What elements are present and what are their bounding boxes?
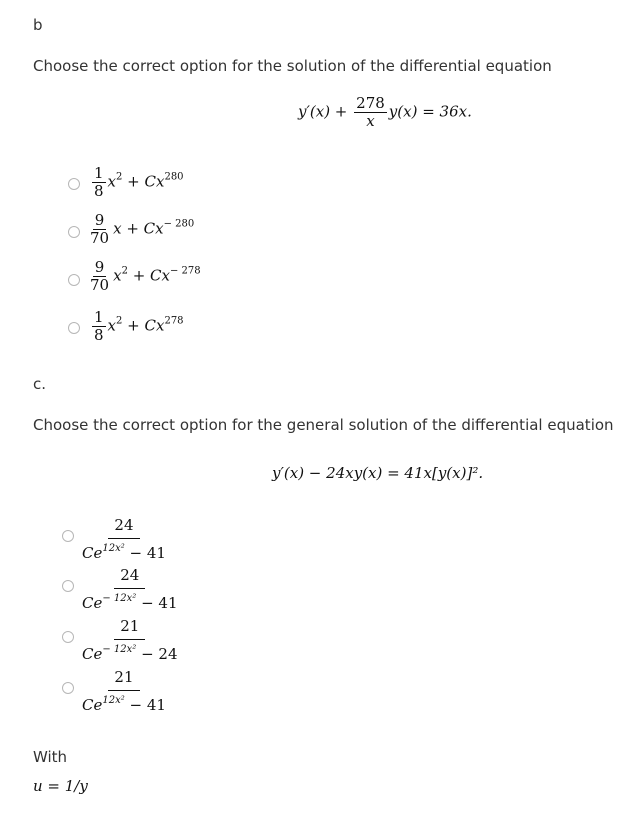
opt-c1-exp: 12x² bbox=[102, 543, 125, 554]
part-b-label: b bbox=[33, 16, 43, 34]
part-b-prompt: Choose the correct option for the solution of the differential equation bbox=[33, 57, 552, 75]
radio-b-4[interactable] bbox=[68, 322, 80, 334]
option-b-4 bbox=[90, 310, 184, 343]
opt-b3-x: x bbox=[113, 266, 122, 285]
opt-c1-den-b: − 41 bbox=[124, 544, 166, 562]
option-b-3 bbox=[86, 260, 201, 293]
opt-b1-num: 1 bbox=[94, 164, 104, 182]
opt-c4-den-a: Ce bbox=[82, 696, 103, 714]
option-c-2 bbox=[80, 566, 180, 612]
substitution: u = 1/y bbox=[33, 777, 88, 795]
opt-b4-pow1: 2 bbox=[116, 315, 123, 327]
opt-c2-den-a: Ce bbox=[82, 594, 103, 612]
opt-b3-plus: + C bbox=[127, 266, 162, 285]
opt-b1-x: x bbox=[107, 172, 117, 191]
opt-b3-num: 9 bbox=[94, 258, 105, 276]
part-c-equation: y′(x) − 24xy(x) = 41x[y(x)]². bbox=[272, 464, 484, 482]
option-b-1 bbox=[90, 166, 184, 199]
radio-c-1[interactable] bbox=[62, 530, 74, 542]
eq-b-end: y(x) = 36x. bbox=[388, 102, 472, 121]
opt-c3-den-b: − 24 bbox=[136, 645, 178, 663]
radio-c-2[interactable] bbox=[62, 580, 74, 592]
opt-b4-plus: + C bbox=[122, 316, 156, 335]
opt-b3-pow2: − 278 bbox=[170, 265, 201, 277]
opt-b2-x: x bbox=[113, 219, 122, 238]
opt-c3-den-a: Ce bbox=[82, 645, 103, 663]
opt-c2-den-b: − 41 bbox=[136, 594, 178, 612]
opt-b1-pow1: 2 bbox=[116, 171, 123, 183]
option-c-1 bbox=[80, 516, 168, 562]
opt-c1-num: 24 bbox=[108, 518, 139, 539]
opt-b2-den: 70 bbox=[90, 228, 110, 247]
opt-b4-num: 1 bbox=[94, 308, 104, 326]
opt-b3-den: 70 bbox=[90, 275, 110, 294]
part-c-label: c. bbox=[33, 375, 47, 393]
opt-c2-num: 24 bbox=[114, 568, 145, 589]
opt-b2-x2: x bbox=[155, 219, 164, 238]
opt-c3-num: 21 bbox=[114, 619, 145, 640]
opt-b4-den: 8 bbox=[94, 325, 104, 344]
part-c-prompt: Choose the correct option for the general solution of the differential equation bbox=[33, 416, 614, 434]
radio-b-3[interactable] bbox=[68, 274, 80, 286]
opt-b4-x2: x bbox=[155, 316, 165, 335]
option-c-3 bbox=[80, 617, 180, 663]
opt-c1-den-a: Ce bbox=[82, 544, 103, 562]
opt-b4-pow2: 278 bbox=[164, 315, 184, 327]
radio-c-4[interactable] bbox=[62, 682, 74, 694]
opt-b2-pow2: − 280 bbox=[163, 218, 195, 230]
opt-b1-plus: + C bbox=[122, 172, 156, 191]
option-b-2 bbox=[86, 213, 194, 246]
opt-b1-den: 8 bbox=[94, 181, 104, 200]
eq-b-frac-num: 278 bbox=[356, 94, 385, 112]
opt-b3-pow1: 2 bbox=[121, 265, 128, 277]
radio-b-2[interactable] bbox=[68, 226, 80, 238]
opt-c4-den-b: − 41 bbox=[124, 696, 166, 714]
opt-b4-x: x bbox=[107, 316, 117, 335]
opt-b1-pow2: 280 bbox=[164, 171, 184, 183]
eq-b-frac-den: x bbox=[366, 111, 375, 130]
eq-b-start: y′(x) + bbox=[298, 102, 353, 121]
part-b-equation bbox=[298, 96, 472, 129]
option-c-4 bbox=[80, 668, 168, 714]
opt-b2-num: 9 bbox=[94, 211, 105, 229]
radio-b-1[interactable] bbox=[68, 178, 80, 190]
opt-c4-num: 21 bbox=[108, 670, 139, 691]
radio-c-3[interactable] bbox=[62, 631, 74, 643]
opt-b1-x2: x bbox=[155, 172, 165, 191]
opt-b3-x2: x bbox=[161, 266, 170, 285]
opt-b2-plus: + C bbox=[121, 219, 156, 238]
opt-c2-exp: − 12x² bbox=[102, 593, 137, 604]
with-label: With bbox=[33, 748, 68, 766]
opt-c4-exp: 12x² bbox=[102, 695, 125, 706]
opt-c3-exp: − 12x² bbox=[102, 644, 137, 655]
